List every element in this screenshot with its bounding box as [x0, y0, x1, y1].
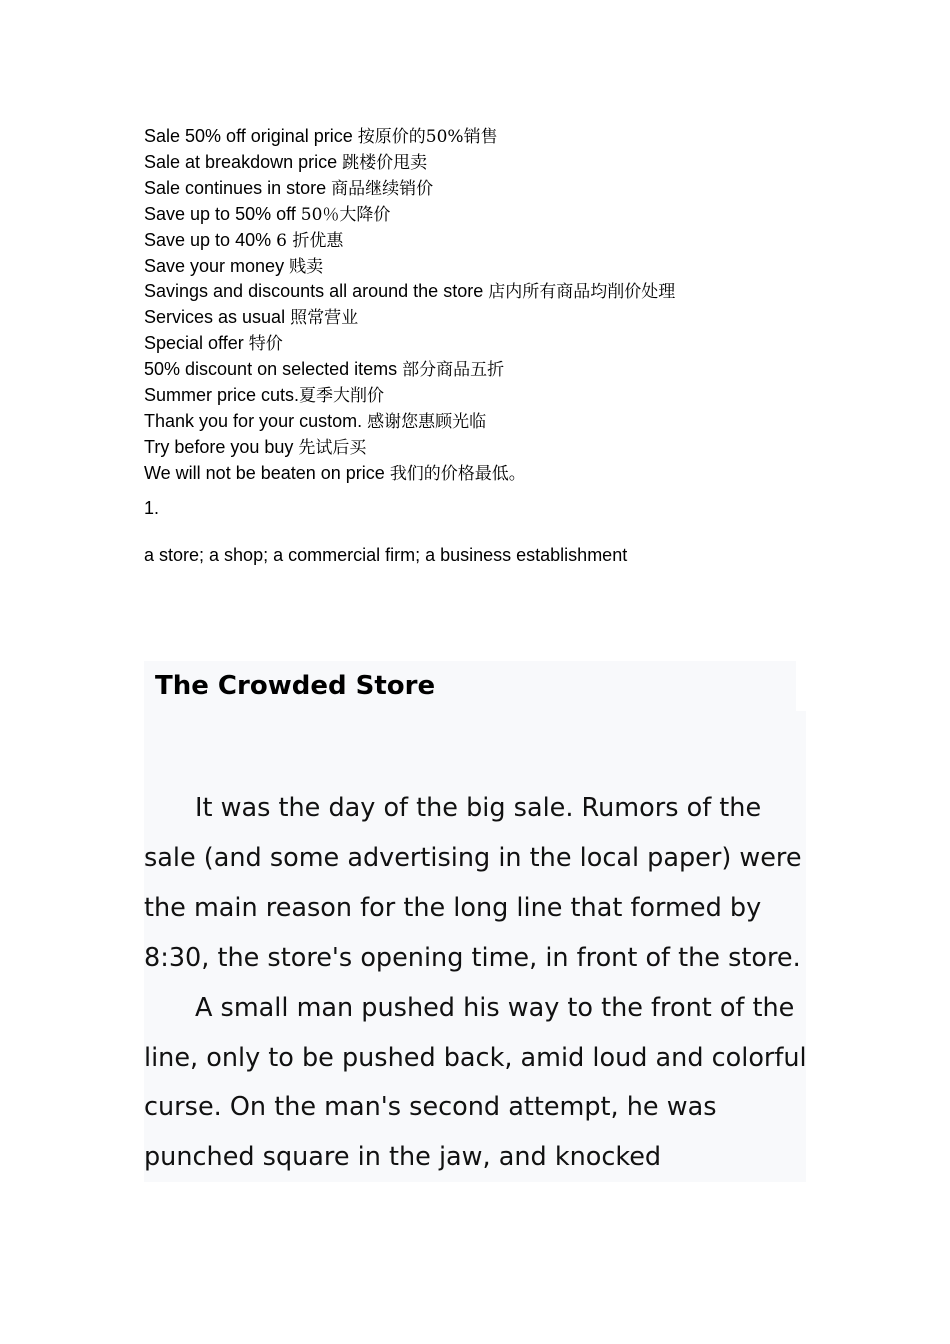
phrase-chinese: 按原价的50%销售: [357, 127, 498, 147]
phrase-line: [144, 254, 844, 280]
phrase-line: [144, 228, 844, 254]
phrase-chinese: 店内所有商品均削价处理: [488, 282, 676, 303]
phrase-chinese: 感谢您惠顾光临: [367, 411, 487, 432]
phrase-chinese: 贱卖: [289, 256, 324, 277]
phrase-line: [144, 279, 844, 305]
phrase-chinese: 部分商品五折: [402, 360, 505, 381]
phrase-english: Try before you buy: [144, 436, 299, 457]
phrase-english: Save your money: [144, 255, 290, 276]
phrase-line: [144, 176, 844, 202]
phrase-english: Summer price cuts.: [144, 385, 300, 406]
phrase-english: 50% discount on selected items: [144, 359, 403, 380]
phrase-chinese: 夏季大削价: [299, 386, 385, 407]
story-body: [144, 784, 812, 1183]
phrase-english: We will not be beaten on price: [144, 462, 390, 483]
phrase-english: Thank you for your custom.: [144, 410, 368, 431]
phrase-chinese: 50％大降价: [300, 204, 391, 225]
phrase-chinese: 商品继续销价: [331, 178, 434, 199]
phrase-list: [144, 124, 844, 487]
definition-text: a store; a shop; a commercial firm; a business establishment: [144, 545, 628, 565]
phrase-line: [144, 202, 844, 228]
phrase-english: Sale continues in store: [144, 177, 332, 198]
phrase-line: [144, 409, 844, 435]
phrase-line: [144, 461, 844, 487]
section-number: 1.: [144, 498, 160, 518]
phrase-english: Special offer: [144, 333, 249, 354]
phrase-chinese: 我们的价格最低。: [389, 463, 526, 484]
phrase-english: Save up to 40%: [144, 229, 277, 250]
phrase-line: [144, 150, 844, 176]
phrase-line: [144, 331, 844, 357]
phrase-line: [144, 357, 844, 383]
phrase-chinese: 跳楼价甩卖: [342, 152, 428, 173]
story-paragraph: It was the day of the big sale. Rumors of the sale (and some advertising in the local paper) were the main reason for the long line that formed by 8:30, the store's opening time, in front of the store.: [144, 793, 802, 973]
story-title: The Crowded Store: [155, 671, 436, 701]
phrase-line: [144, 124, 844, 150]
phrase-chinese: 6 折优惠: [276, 230, 344, 251]
phrase-line: [144, 305, 844, 331]
phrase-line: [144, 435, 844, 461]
phrase-chinese: 特价: [248, 334, 283, 355]
phrase-chinese: 照常营业: [290, 308, 359, 329]
story-paragraph: A small man pushed his way to the front of the line, only to be pushed back, amid loud and colorful curse. On the man's second attempt, he was punched square in the jaw, and knocked: [144, 992, 807, 1173]
phrase-english: Sale 50% off original price: [144, 126, 358, 146]
phrase-english: Services as usual: [144, 307, 291, 328]
phrase-english: Savings and discounts all around the store: [144, 281, 489, 302]
phrase-english: Sale at breakdown price: [144, 151, 343, 172]
phrase-line: [144, 383, 844, 409]
phrase-chinese: 先试后买: [298, 437, 367, 458]
phrase-english: Save up to 50% off: [144, 203, 301, 224]
